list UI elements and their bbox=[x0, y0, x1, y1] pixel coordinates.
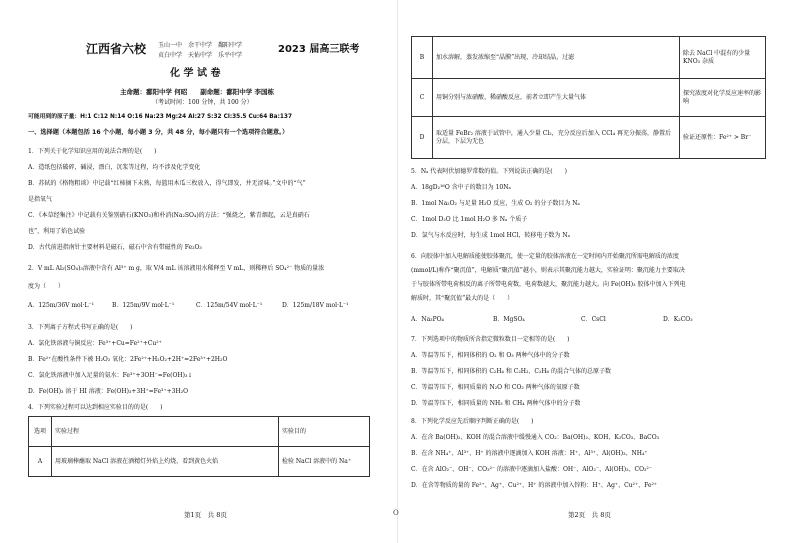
table-header-cell: 实验过程 bbox=[52, 417, 279, 447]
right-page bbox=[397, 0, 794, 543]
table-cell: 用铜分别与浓硝酸、稀硝酸反应，前者立即产生大量气体 bbox=[433, 79, 680, 117]
q8-option-b: B．在含 NH₄⁺、Al³⁺、H⁺ 的溶液中逐滴加入 KOH 溶液：H⁺、Al³⁺、Al(OH)₃、NH₄⁺ bbox=[411, 450, 648, 457]
q6-stem-cont-3: 解质时，其“聚沉值”最大的是（ ） bbox=[411, 295, 514, 302]
q6-option-a: A．Na₃PO₄ bbox=[411, 316, 444, 323]
table-cell: B bbox=[412, 37, 433, 79]
table-cell: 加水溶解，蒸发浓缩至“晶膜”出现，冷却结晶，过滤 bbox=[433, 37, 680, 79]
page-footer: 第2页 共 8页 bbox=[568, 511, 611, 519]
q6-stem-cont-2: 于与胶体所带电荷相反的离子所带电荷数，电荷数越大，聚沉能力越大。向 Fe(OH)₃ 胶体中加入下列电 bbox=[411, 281, 686, 288]
table-cell: 取适量 FeBr₂ 溶液于试管中，通入少量 Cl₂，充分反应后加入 CCl₄ 再充分振荡，静置后分层，下层为无色 bbox=[433, 117, 680, 159]
table-cell: 除去 NaCl 中混有的少量 KNO₃ 杂质 bbox=[680, 37, 766, 79]
table-row bbox=[412, 37, 766, 79]
table-row bbox=[412, 79, 766, 117]
q1-option-c-cont: 也”，利用了焰色试验 bbox=[28, 228, 86, 235]
table-row bbox=[29, 447, 370, 477]
q4-table bbox=[28, 416, 370, 477]
q5-option-d: D．氯气与水反应时，每生成 1mol HCl，转移电子数为 Nₐ bbox=[411, 232, 570, 239]
page-title: 化 学 试 卷 bbox=[170, 68, 221, 79]
q5-stem: 5．Nₐ 代表阿伏加德罗常数的值。下列说法正确的是( ) bbox=[411, 168, 567, 175]
q7-stem: 7．下列选项中的物质所含指定微粒数目一定相等的是( ) bbox=[411, 336, 570, 343]
table-cell: A bbox=[29, 447, 52, 477]
q8-stem: 8．下列化学反应先后顺序判断正确的是( ) bbox=[411, 418, 534, 425]
q5-option-c: C．1mol D₂O 比 1mol H₂O 多 Nₐ 个质子 bbox=[411, 216, 528, 223]
table-cell: 验证还原性：Fe²⁺ > Br⁻ bbox=[680, 117, 766, 159]
table-header-cell: 实验目的 bbox=[279, 417, 370, 447]
section-1-title: 一、选择题（本题包括 16 个小题，每小题 3 分，共 48 分，每小题只有一个选项符合题意。） bbox=[28, 129, 289, 136]
center-mark: O bbox=[393, 509, 399, 517]
q7-option-c: C．等温等压下，相同质量的 N₂O 和 CO₂ 两种气体的氧原子数 bbox=[411, 384, 580, 391]
q3-option-d: D．Fe(OH)₃ 溶于 HI 溶液：Fe(OH)₃+3H⁺=Fe³⁺+3H₂O bbox=[28, 388, 189, 395]
table-header-cell: 选项 bbox=[29, 417, 52, 447]
q1-option-c: C．《本草经集注》中记载有关鉴别硝石(KNO₃)和朴消(Na₂SO₄)的方法：“强烧之，紫青烟起，云是真硝石 bbox=[28, 212, 310, 219]
q1-option-b-cont: 是指氧气 bbox=[28, 196, 53, 203]
q1-stem: 1．下列关于化学知识应用的说法合理的是( ) bbox=[28, 148, 157, 155]
q2-option-d: D．125m/18V mol·L⁻¹ bbox=[282, 302, 349, 309]
q3-option-b: B．Fe²⁺在酸性条件下被 H₂O₂ 氧化：2Fe²⁺+H₂O₂+2H⁺=2Fe³⁺+2H₂O bbox=[28, 356, 228, 363]
q4-stem: 4．下列实验过程可以达到相应实验目的的是( ) bbox=[28, 404, 163, 411]
table-cell: 用玻璃棒蘸取 NaCl 溶液在酒精灯外焰上灼烧，看到黄色火焰 bbox=[52, 447, 279, 477]
header-schools-row2: 贞白中学 天佑中学 乐平中学 bbox=[158, 52, 243, 59]
atomic-masses: 可能用到的原子量：H:1 C:12 N:14 O:16 Na:23 Mg:24 Al:27 S:32 Cl:35.5 Cu:64 Ba:137 bbox=[28, 114, 292, 120]
q2-stem-cont: 度为（ ） bbox=[28, 283, 65, 290]
q6-stem: 6．向胶体中加入电解质能使胶体聚沉，使一定量的胶体溶液在一定时间内开始聚沉所需电解质的浓度 bbox=[411, 253, 679, 260]
q2-option-c: C．125m/54V mol·L⁻¹ bbox=[196, 302, 263, 309]
q8-option-a: A．在含 Ba(OH)₂、KOH 的混合溶液中缓慢通入 CO₂：Ba(OH)₂、KOH、K₂CO₃、BaCO₃ bbox=[411, 434, 660, 441]
q1-option-a: A．造纸包括破碎，碱浸，漂白，沉浆等过程，均不涉及化学变化 bbox=[28, 164, 201, 171]
q4-table-continued bbox=[411, 36, 766, 159]
q2-stem: 2．V mL Al₂(SO₄)₃溶液中含有 Al³⁺ m g，取 V/4 mL 该溶液用水稀释至 V mL，则稀释后 SO₄²⁻ 物质的量浓 bbox=[28, 265, 325, 272]
q5-option-b: B．1mol Na₂O₂ 与足量 H₂O 反应，生成 O₂ 的分子数目为 Nₐ bbox=[411, 200, 580, 207]
table-cell: C bbox=[412, 79, 433, 117]
table-cell: 检验 NaCl 溶液中的 Na⁺ bbox=[279, 447, 370, 477]
q5-option-a: A．18gD₂¹⁶O 含中子的数目为 10Nₐ bbox=[411, 184, 511, 191]
header-school: 江西省六校 bbox=[86, 42, 147, 56]
q7-option-b: B．等温等压下，相同体积的 C₂H₄ 和 C₂H₂、C₂H₆ 的混合气体的总原子数 bbox=[411, 368, 611, 375]
header-schools-row1: 玉山一中 余干中学 鄱阳中学 bbox=[158, 42, 243, 49]
header-exam: 2023 届高三联考 bbox=[278, 44, 360, 55]
q3-option-a: A．氯化铁溶液与铜反应：Fe³⁺+Cu=Fe²⁺+Cu²⁺ bbox=[28, 340, 162, 347]
q6-option-d: D．K₂CO₃ bbox=[663, 316, 693, 323]
table-cell: 探究浓度对化学反应速率的影响 bbox=[680, 79, 766, 117]
q8-option-d: D．在含等物质的量的 Fe²⁺、Ag⁺、Cu²⁺、H⁺ 的溶液中加入锌粉：H⁺、Ag⁺、Cu²⁺、Fe²⁺ bbox=[411, 482, 658, 489]
q1-option-b: B．苏轼的《格物粗谈》中记载“红柿摘下未熟，每篮用木瓜三枚放入，得气即发，并无涩味。”文中的“气” bbox=[28, 180, 306, 187]
header-authors: 主命题：鄱阳中学 何昭 副命题：鄱阳中学 李国栋 bbox=[120, 88, 275, 96]
table-row bbox=[29, 417, 370, 447]
page-footer: 第1页 共 8页 bbox=[184, 511, 227, 519]
q2-option-b: B．125m/9V mol·L⁻¹ bbox=[112, 302, 175, 309]
q6-option-c: C．CsCl bbox=[581, 316, 606, 323]
table-cell: D bbox=[412, 117, 433, 159]
table-row bbox=[412, 117, 766, 159]
q3-option-c: C．氯化铁溶液中加入足量的氨水：Fe³⁺+3OH⁻=Fe(OH)₃↓ bbox=[28, 372, 193, 379]
q7-option-a: A．等温等压下，相同体积的 O₂ 和 O₃ 两种气体中的分子数 bbox=[411, 352, 570, 359]
q2-option-a: A．125m/36V mol·L⁻¹ bbox=[28, 302, 95, 309]
q1-option-d: D．古代前进指南针主要材料是磁石，磁石中含有带磁性的 Fe₂O₃ bbox=[28, 244, 202, 251]
header-exam-info: （考试时间：100 分钟，共 100 分） bbox=[152, 99, 253, 106]
q6-option-b: B．MgSO₄ bbox=[493, 316, 525, 323]
q3-stem: 3．下列离子方程式书写正确的是( ) bbox=[28, 324, 133, 331]
q7-option-d: D．等温等压下，相同质量的 NH₃ 和 CH₄ 两种气体中的分子数 bbox=[411, 400, 581, 407]
q6-stem-cont-1: (mmol/L)称作“聚沉值”，电解质“聚沉值”越小，则表示其聚沉能力越大，实验证明：聚沉能力主要取决 bbox=[411, 267, 685, 274]
q8-option-c: C．在含 AlO₂⁻、OH⁻、CO₃²⁻ 的溶液中逐滴加入盐酸：OH⁻、AlO₂⁻、Al(OH)₃、CO₃²⁻ bbox=[411, 466, 652, 473]
